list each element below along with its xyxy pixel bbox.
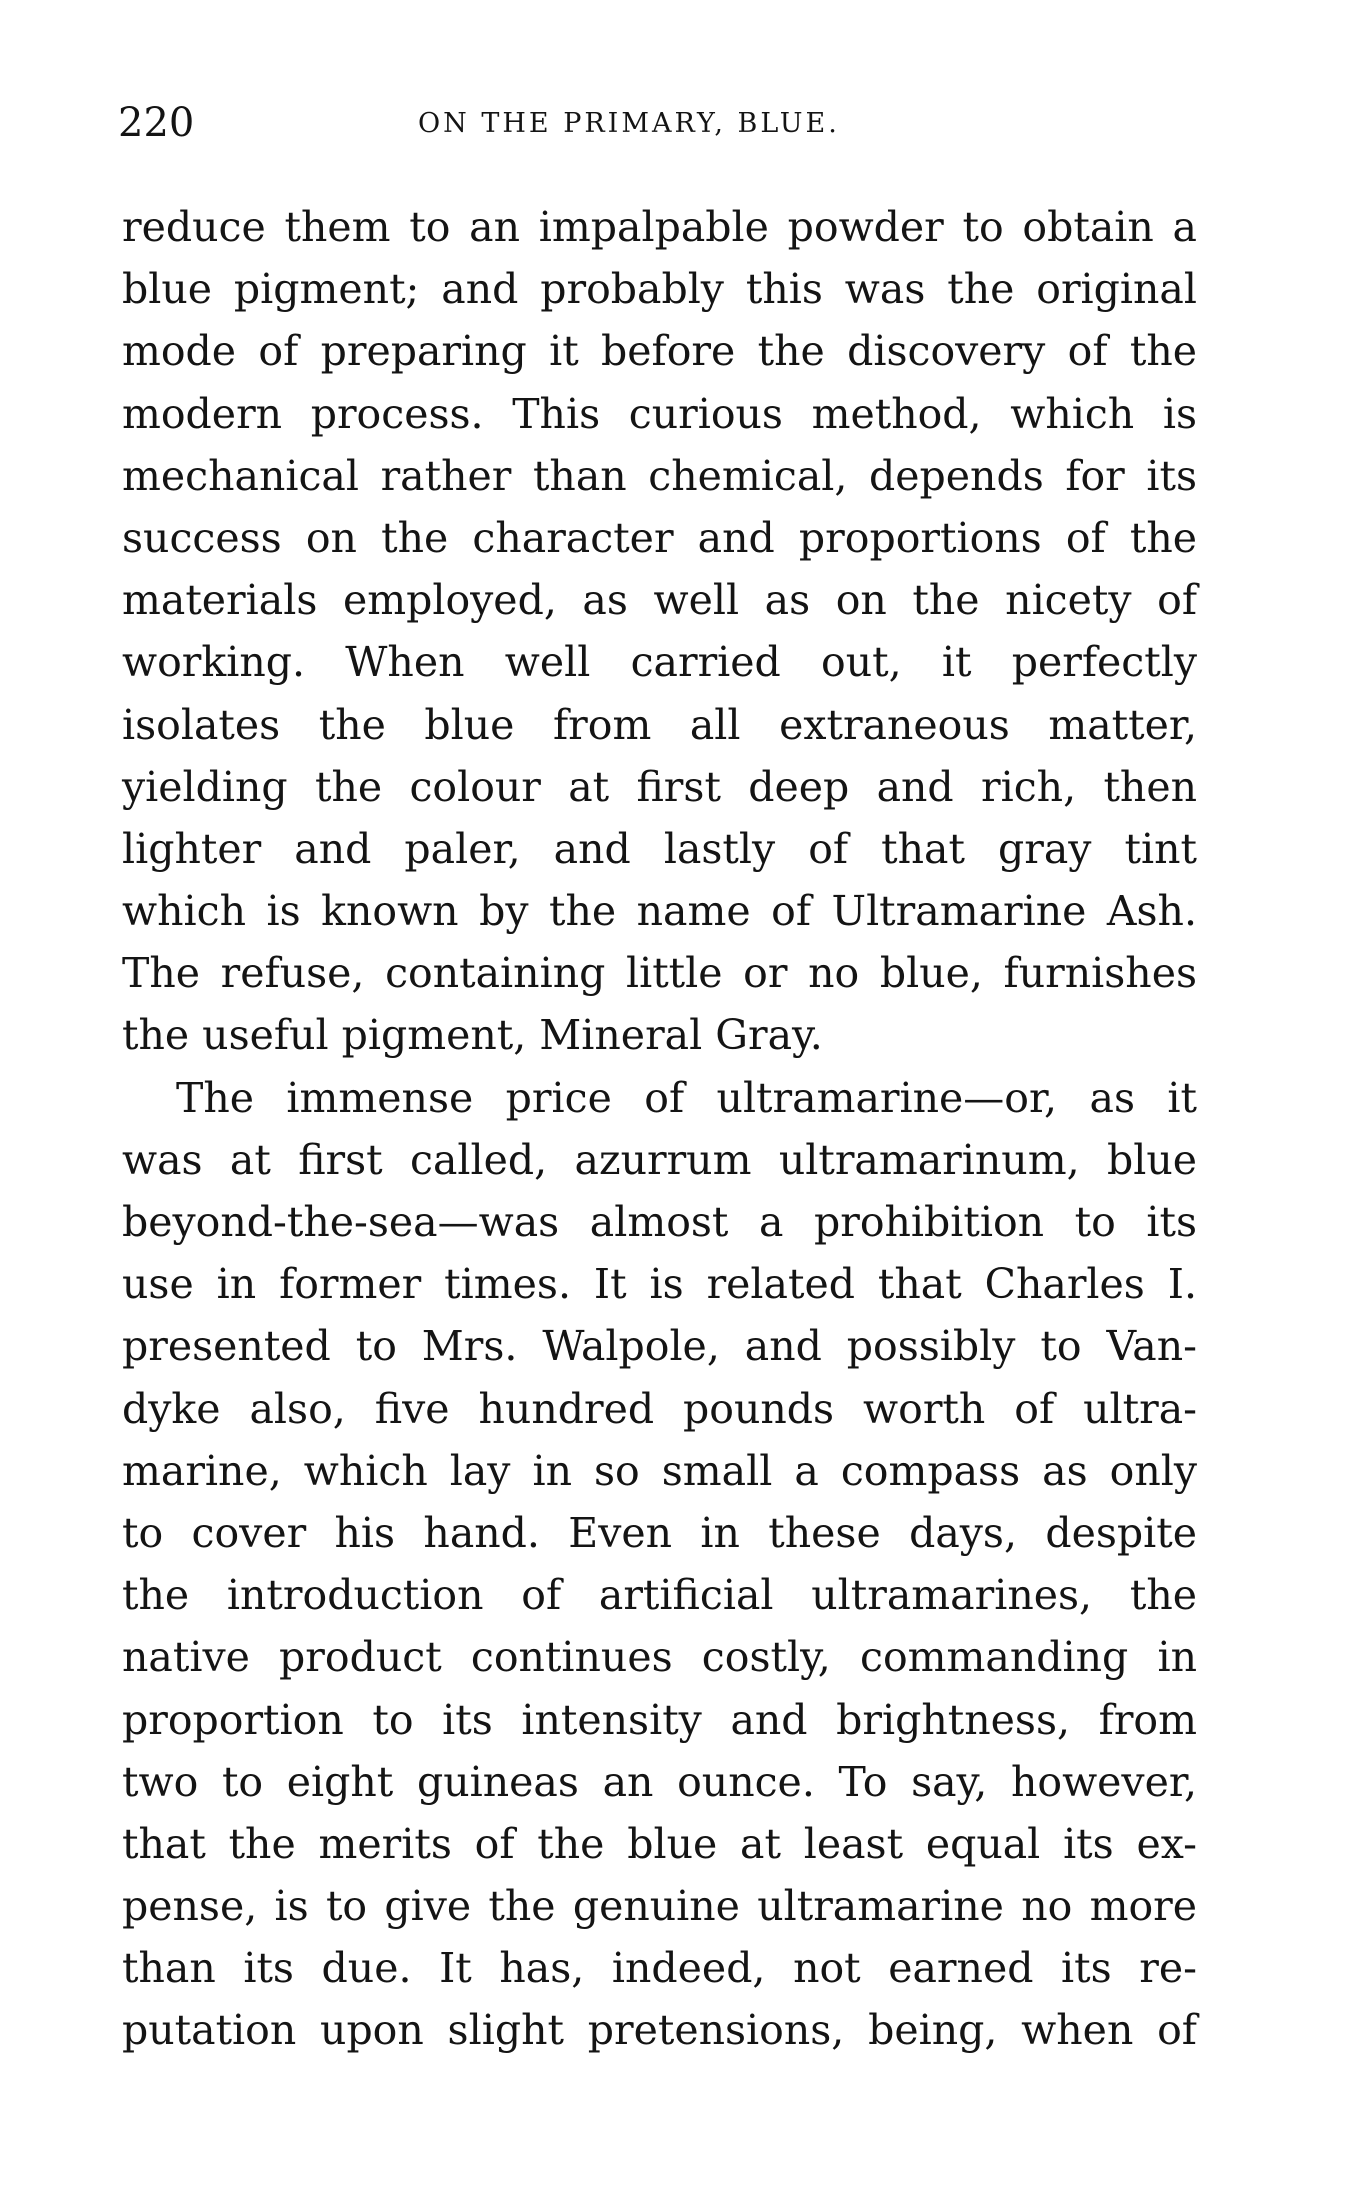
text-line: marine, which lay in so small a compass as only	[122, 1446, 1197, 1495]
running-head: ON THE PRIMARY, BLUE.	[418, 108, 840, 139]
text-line: presented to Mrs. Walpole, and possibly to Van-	[122, 1322, 1197, 1371]
text-line: that the merits of the blue at least equal its ex-	[122, 1819, 1197, 1868]
text-line: use in former times. It is related that Charles I.	[122, 1260, 1197, 1309]
text-line: yielding the colour at first deep and rich, then	[122, 762, 1197, 811]
text-line: success on the character and proportions of the	[122, 513, 1197, 562]
text-line: working. When well carried out, it perfectly	[122, 638, 1197, 687]
text-line: to cover his hand. Even in these days, despite	[122, 1508, 1197, 1557]
text-line: beyond-the-sea—was almost a prohibition to its	[122, 1198, 1197, 1246]
text-line: the useful pigment, Mineral Gray.	[122, 1011, 823, 1060]
text-line: than its due. It has, indeed, not earned its re-	[122, 1944, 1197, 1993]
text-line: reduce them to an impalpable powder to obtain a	[122, 203, 1197, 251]
text-line: modern process. This curious method, which is	[122, 389, 1197, 438]
paragraph	[122, 1067, 1197, 2062]
text-line: the introduction of artificial ultramarines, the	[122, 1571, 1197, 1620]
text-line: lighter and paler, and lastly of that gray tint	[122, 824, 1197, 873]
text-line: mechanical rather than chemical, depends for its	[122, 451, 1197, 500]
text-line: which is known by the name of Ultramarine Ash.	[122, 887, 1197, 936]
text-line: native product continues costly, commanding in	[122, 1633, 1197, 1682]
text-line: blue pigment; and probably this was the original	[122, 265, 1197, 314]
text-line: was at first called, azurrum ultramarinum, blue	[122, 1135, 1197, 1184]
text-line: dyke also, five hundred pounds worth of ultra-	[122, 1384, 1197, 1433]
text-line: mode of preparing it before the discovery of the	[122, 327, 1197, 376]
page-header	[118, 100, 1208, 160]
text-line: materials employed, as well as on the nicety of	[122, 576, 1197, 625]
text-line: pense, is to give the genuine ultramarine no more	[122, 1882, 1197, 1931]
text-line: two to eight guineas an ounce. To say, however,	[122, 1757, 1197, 1806]
paragraph	[122, 196, 1197, 1067]
text-line: The immense price of ultramarine—or, as it	[176, 1073, 1197, 1122]
text-line: putation upon slight pretensions, being, when of	[122, 2006, 1197, 2055]
text-line: proportion to its intensity and brightness, from	[122, 1695, 1197, 1744]
text-line: isolates the blue from all extraneous matter,	[122, 700, 1197, 749]
page-number: 220	[118, 100, 195, 146]
text-line: The refuse, containing little or no blue, furnishes	[122, 949, 1197, 998]
page-body	[122, 196, 1197, 2062]
